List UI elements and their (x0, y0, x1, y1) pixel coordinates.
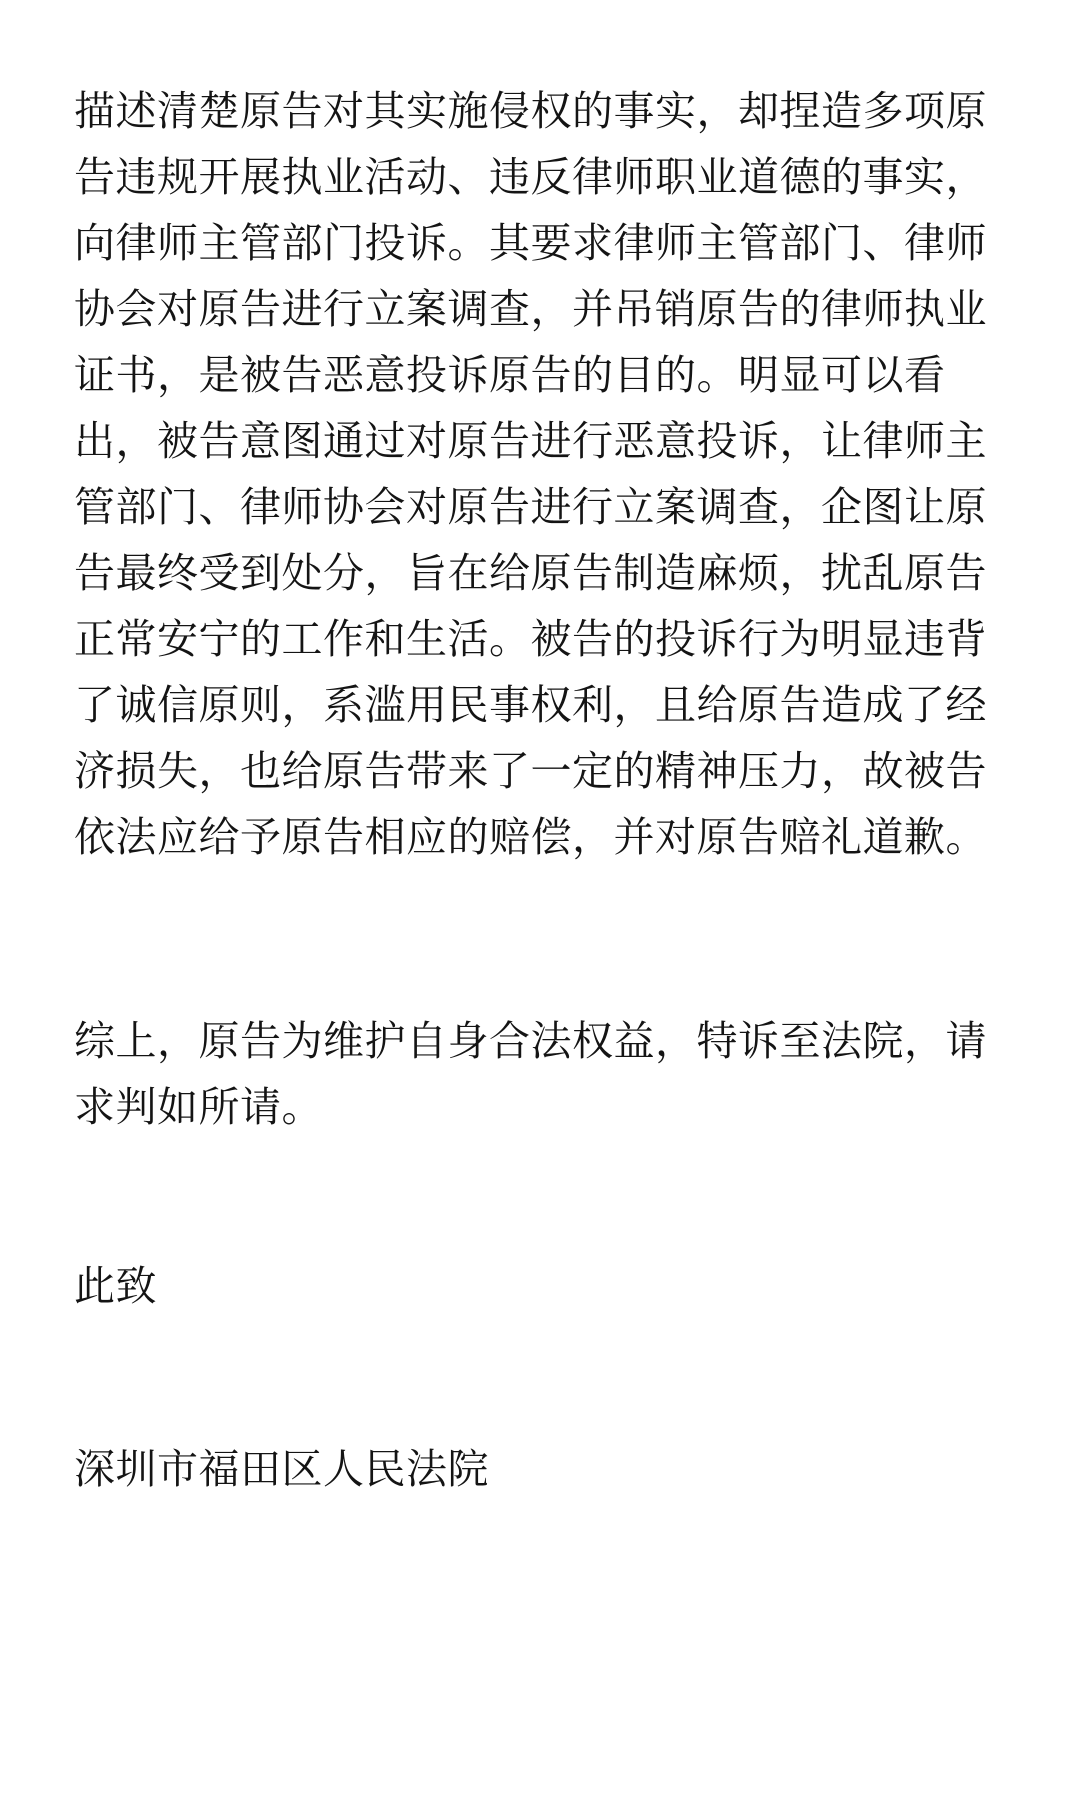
text-line: 证书，是被告恶意投诉原告的目的。明显可以看 (74, 351, 946, 399)
text-line: 求判如所请。 (74, 1083, 323, 1131)
text-line: 依法应给予原告相应的赔偿，并对原告赔礼道歉。 (74, 813, 987, 861)
text-line: 向律师主管部门投诉。其要求律师主管部门、律师 (74, 219, 987, 267)
text-line: 综上，原告为维护自身合法权益，特诉至法院，请 (74, 1017, 987, 1065)
text-line: 了诚信原则，系滥用民事权利，且给原告造成了经 (74, 681, 987, 729)
text-line: 告违规开展执业活动、违反律师职业道德的事实， (74, 153, 987, 201)
salutation: 此致 (74, 1262, 157, 1310)
text-line: 告最终受到处分，旨在给原告制造麻烦，扰乱原告 (74, 549, 987, 597)
text-line: 正常安宁的工作和生活。被告的投诉行为明显违背 (74, 615, 987, 663)
text-line: 管部门、律师协会对原告进行立案调查，企图让原 (74, 483, 987, 531)
text-line: 描述清楚原告对其实施侵权的事实，却捏造多项原 (74, 87, 987, 135)
text-line: 出，被告意图通过对原告进行恶意投诉，让律师主 (74, 417, 987, 465)
text-line: 协会对原告进行立案调查，并吊销原告的律师执业 (74, 285, 987, 333)
text-line: 济损失，也给原告带来了一定的精神压力，故被告 (74, 747, 987, 795)
recipient-court: 深圳市福田区人民法院 (74, 1445, 489, 1493)
